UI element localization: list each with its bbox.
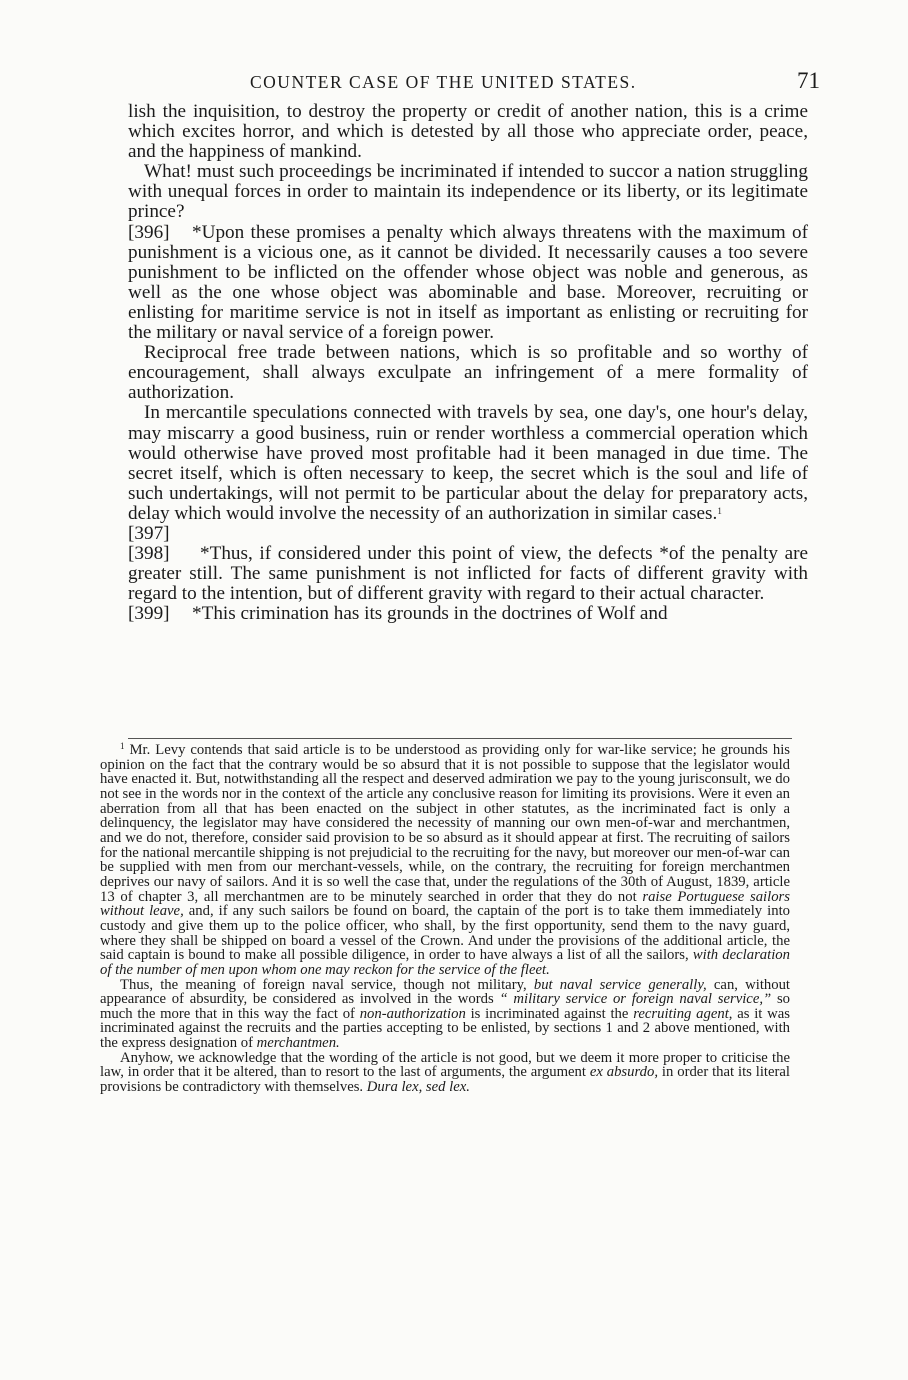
footnote-paragraph: Anyhow, we acknowledge that the wording of the article is not good, but we deem it more proper to criticise the law, in order that it be altered, than to resort to the last of arguments, the argument ex absurdo, in order that its literal provisions be contradictory with themselves. Dura lex, sed lex. xyxy=(100,1049,790,1096)
paragraph: What! must such proceedings be incriminated if intended to succor a nation struggling with unequal forces in order to maintain its independence or its liberty, or its legitimate prince? xyxy=(128,161,808,223)
footnote: $^1$ Mr. Levy contends that said article is to be understood as providing only for war-like service; he grounds his opinion on the fact that the contrary would be so absurd that it is not possible to suppose that the legislator would have enacted it. But, notwithstanding all the respect and deserved admiration we pay to the young jurisconsult, we do not see in the words nor in the context of the article any conclusive reason for limiting its provisions. Were it even an aberration from all that has been enacted on the subject in other statutes, as the incriminated fact is only a delinquency, the legislator may have considered the necessity of manning our own men-of-war and merchantmen, and we do not, therefore, consider said provision to be so absurd as it should appear at first. The recruiting of sailors for the national mercantile shipping is not prejudicial to the recruiting for the navy, but moreover our men-of-war can be supplied with men from our merchant-vessels, while, on the contrary, the recruiting for foreign merchantmen deprives our navy of sailors. And it is so well the case that, under the regulations of the 30th of August, 1839, article 13 of chapter 3, all merchantmen are to be minutely searched in order that they do not raise Portuguese sailors without leave, and, if any such sailors be found on board, the captain of the port is to take them immediately into custody and give them up to the police officer, who shall, by the first opportunity, send them to the navy guard, where they shall be shipped on board a vessel of the Crown. And under the provisions of the additional article, the said captain is bound to make all possible diligence, in order to have always a list of all the sailors, with declaration of the number of men upon whom one may reckon for the service of the fleet. xyxy=(100,741,790,978)
running-title: COUNTER CASE OF THE UNITED STATES. xyxy=(250,72,637,92)
footnote-divider xyxy=(128,738,792,739)
paragraph-text: *This crimination has its grounds in the doctrines of Wolf and xyxy=(192,603,668,625)
paragraph-text: In mercantile speculations connected with travels by sea, one day's, one hour's delay, may miscarry a good business, ruin or render worthless a commercial operation which would otherwise have proved most profitable had it been managed in due time. The secret itself, which is often necessary to keep, the secret which is the soul and life of such undertakings, will not permit to be particular about the delay for preparatory acts, delay which would involve the necessity of an authorization in similar cases. xyxy=(128,402,808,524)
paragraph xyxy=(128,223,808,344)
page-header xyxy=(130,62,820,102)
paragraph-text: *Thus, if considered under this point of view, the defects *of the penalty are greater still. The same punishment is not inflicted for facts of different gravity with regard to the intention, but of different gravity with regard to their actual character. xyxy=(128,543,808,605)
paragraph: Reciprocal free trade between nations, which is so profitable and so worthy of encouragement, shall always exculpate an infringement of a mere formality of authorization. xyxy=(128,342,808,404)
footnotes xyxy=(100,743,790,1095)
footnote-paragraph: Thus, the meaning of foreign naval service, though not military, but naval service generally, can, without appearance of absurdity, be considered as involved in the words “ military service or foreign naval service,” so much the more that in this way the fact of non-authorization is incriminated against the recruiting agent, as it was incriminated against the recruits and the parties accepting to be enlisted, by sections 1 and 2 above mentioned, with the express designation of merchantmen. xyxy=(100,976,791,1052)
paragraph xyxy=(128,524,808,604)
main-text xyxy=(128,102,808,624)
margin-reference: [399] xyxy=(128,603,170,625)
margin-reference: [396] xyxy=(128,221,170,243)
paragraph-text: *Upon these promises a penalty which always threatens with the maximum of punishment is a vicious one, as it cannot be divided. It necessarily causes a too severe punishment to be inflicted on the offender whose object was noble and generous, as well as the one whose object was abominable and base. Moreover, recruiting or enlisting for maritime service is not in itself as important as enlisting or recruiting for the military or naval service of a foreign power. xyxy=(128,221,808,344)
paragraph xyxy=(128,604,808,624)
paragraph xyxy=(128,403,808,524)
page-number: 71 xyxy=(797,68,820,93)
footnote-reference: 1 xyxy=(717,505,722,516)
margin-reference: [397] [398] xyxy=(128,522,170,565)
paragraph: lish the inquisition, to destroy the property or credit of another nation, this is a crime which excites horror, and which is detested by all those who appreciate order, peace, and the happiness of mankind. xyxy=(128,101,808,163)
footnote-number: 1 xyxy=(120,741,125,751)
